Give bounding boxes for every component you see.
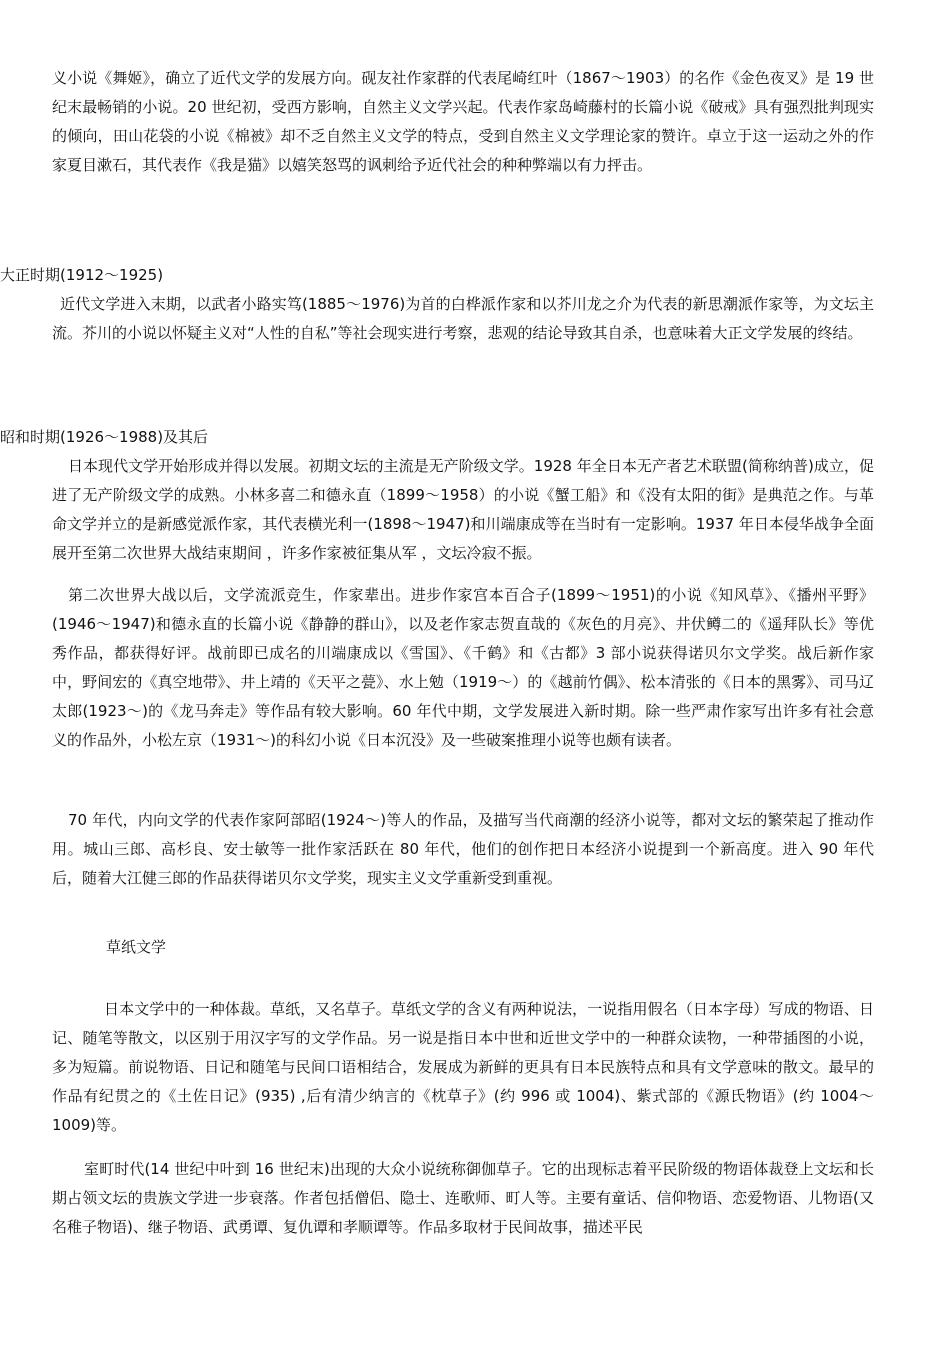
section-heading-showa: 昭和时期(1926～1988)及其后 [0,428,209,446]
paragraph-meiji-literature: 义小说《舞姬》，确立了近代文学的发展方向。砚友社作家群的代表尾崎红叶（1867～1903）的名作《金色夜叉》是 19 世纪末最畅销的小说。20 世纪初，受西方影响，自然主义文学兴起。代表作家岛崎藤村的长篇小说《破戒》具有强烈批判现实的倾向，田山花袋的小说《棉被》却不乏自然主义文学的特点，受到自然主义文学理论家的赞许。卓立于这一运动之外的作家夏目漱石，其代表作《我是猫》以嬉笑怒骂的讽刺给予近代社会的种种弊端以有力抨击。 [52,69,874,174]
paragraph-soshi-definition: 日本文学中的一种体裁。草纸，又名草子。草纸文学的含义有两种说法，一说指用假名（日本字母）写成的物语、日记、随笔等散文，以区别于用汉字写的文学作品。另一说是指日本中世和近世文学中的一种群众读物，一种带插图的小说，多为短篇。前说物语、日记和随笔与民间口语相结合，发展成为新鲜的更具有日本民族特点和具有文学意味的散文。最早的作品有纪贯之的《土佐日记》(935) ,后有清少纳言的《枕草子》(约 996 或 1004)、紫式部的《源氏物语》(约 1004～1009)等。 [52,1000,874,1134]
paragraph-showa-early: 日本现代文学开始形成并得以发展。初期文坛的主流是无产阶级文学。1928 年全日本无产者艺术联盟(简称纳普)成立，促进了无产阶级文学的成熟。小林多喜二和德永直（1899～1958）的小说《蟹工船》和《没有太阳的街》是典范之作。与革命文学并立的是新感觉派作家，其代表横光利一(1898～1947)和川端康成等在当时有一定影响。1937 年日本侵华战争全面展开至第二次世界大战结束期间 ，许多作家被征集从军 ，文坛冷寂不振。 [52,457,874,562]
paragraph-muromachi-otogizoshi: 室町时代(14 世纪中叶到 16 世纪末)出现的大众小说统称御伽草子。它的出现标志着平民阶级的物语体裁登上文坛和长期占领文坛的贵族文学进一步衰落。作者包括僧侣、隐士、连歌师、町人等。主要有童话、信仰物语、恋爱物语、儿物语(又名稚子物语)、继子物语、武勇谭、复仇谭和孝顺谭等。作品多取材于民间故事，描述平民 [52,1160,874,1236]
paragraph-70s-90s: 70 年代，内向文学的代表作家阿部昭(1924～)等人的作品，及描写当代商潮的经济小说等，都对文坛的繁荣起了推动作用。城山三郎、高杉良、安士敏等一批作家活跃在 80 年代，他们的创作把日本经济小说提到一个新高度。进入 90 年代后，随着大江健三郎的作品获得诺贝尔文学奖，现实主义文学重新受到重视。 [52,811,874,887]
section-heading-taisho: 大正时期(1912～1925) [0,266,164,284]
section-heading-soshi: 草纸文学 [106,938,167,956]
paragraph-taisho-literature: 近代文学进入末期，以武者小路实笃(1885～1976)为首的白桦派作家和以芥川龙之介为代表的新思潮派作家等，为文坛主流。芥川的小说以怀疑主义对“人性的自私”等社会现实进行考察，悲观的结论导致其自杀，也意味着大正文学发展的终结。 [52,295,874,342]
paragraph-postwar: 第二次世界大战以后，文学流派竞生，作家辈出。进步作家宫本百合子(1899～1951)的小说《知风草》、《播州平野》(1946～1947)和德永直的长篇小说《静静的群山》，以及老作家志贺直哉的《灰色的月亮》、井伏鳟二的《遥拜队长》等优秀作品，都获得好评。战前即已成名的川端康成以《雪国》、《千鹤》和《古都》3 部小说获得诺贝尔文学奖。战后新作家中，野间宏的《真空地带》、井上靖的《天平之甍》、水上勉（1919～）的《越前竹偶》、松本清张的《日本的黑雾》、司马辽太郎(1923～)的《龙马奔走》等作品有较大影响。60 年代中期，文学发展进入新时期。除一些严肃作家写出许多有社会意义的作品外，小松左京（1931～)的科幻小说《日本沉没》及一些破案推理小说等也颇有读者。 [52,586,874,749]
